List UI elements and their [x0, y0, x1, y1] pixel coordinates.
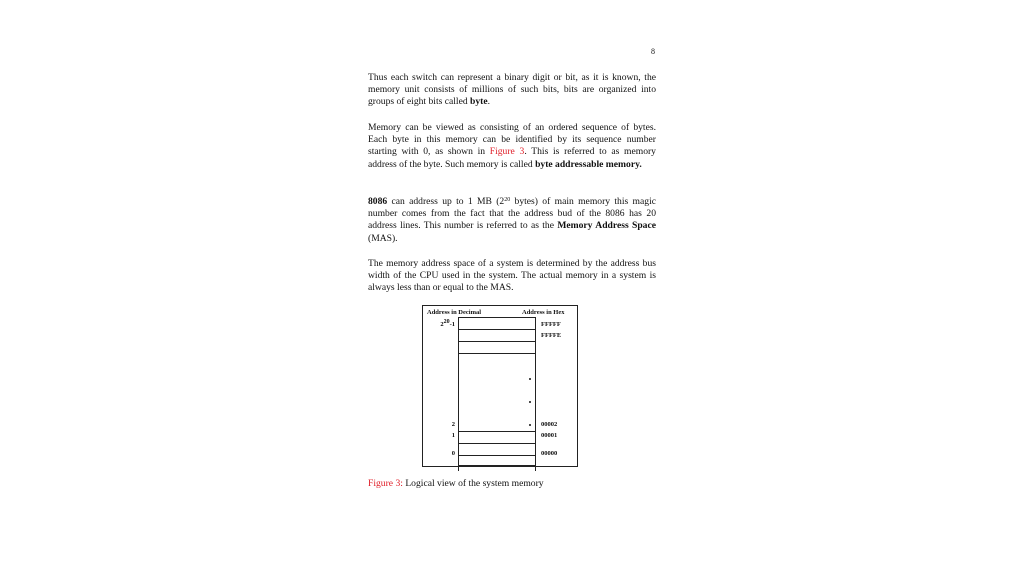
hex-address-second: FFFFE [541, 332, 562, 339]
decimal-address-top: $2^{20}-1$ [440, 319, 455, 328]
paragraph-text: (MAS). [368, 232, 398, 244]
ellipsis-dot [529, 378, 531, 380]
paragraph-text: . This is referred to as memory address of the byte. Such memory is called [368, 146, 656, 170]
paragraph-8086-mas [368, 196, 656, 245]
superscript: 20 [504, 197, 511, 203]
bold-term: byte [470, 96, 488, 108]
paragraph-text: can address up to 1 MB (2 [387, 196, 505, 207]
superscript: 20 [443, 319, 450, 325]
caption-label: Figure 3: [368, 478, 403, 489]
hex-address-header: Address in Hex [522, 309, 565, 316]
memory-cell-border [459, 455, 535, 456]
memory-figure [422, 305, 578, 467]
memory-cell-border [459, 317, 535, 318]
hex-address-1: 00001 [541, 432, 558, 439]
memory-cell-border [459, 353, 535, 354]
ellipsis-dot [529, 424, 531, 426]
decimal-address-0: 0 [451, 450, 455, 457]
memory-cell-border [459, 443, 535, 444]
bold-term: byte addressable memory. [535, 158, 642, 170]
figure-reference-link[interactable]: Figure 3 [489, 146, 525, 158]
paragraph-address-space: The memory address space of a system is determined by the address bus width of the CPU used in the system. The actual memory in a system is always less than or equal to the MAS. [368, 258, 656, 294]
hex-address-top: FFFFF [541, 321, 561, 328]
memory-cells-column [458, 317, 536, 471]
bold-term: 8086 [368, 196, 388, 207]
decimal-address-2: 2 [451, 421, 455, 428]
page-number: 8 [651, 47, 655, 56]
memory-cell-border [459, 431, 535, 432]
paragraph-text: Memory can be viewed as consisting of an ordered sequence of bytes. Each byte in this memory can be identified by its sequence number starting with 0, as shown in [368, 122, 656, 158]
paragraph-end: . [487, 96, 491, 108]
paragraph-text: Thus each switch can represent a binary digit or bit, as it is known, the memory unit consists of millions of such bits, bits are organized into groups of eight bits called [368, 72, 656, 108]
decimal-address-1: 1 [451, 432, 455, 439]
decimal-address-header: Address in Decimal [427, 309, 482, 316]
hex-address-2: 00002 [541, 421, 558, 428]
ellipsis-dot [529, 401, 531, 403]
paragraph-text: bytes) of main memory this magic number comes from the fact that the address bud of the 8086 has 20 address lines. This number is referred to as the [368, 196, 656, 232]
memory-cell-border [459, 465, 535, 466]
hex-address-0: 00000 [541, 450, 558, 457]
paragraph-byte-addressable [368, 122, 656, 171]
memory-cell-border [459, 341, 535, 342]
bold-term: Memory Address Space [557, 220, 656, 232]
paragraph-bits-bytes [368, 72, 656, 109]
memory-cell-border [459, 329, 535, 330]
figure-caption [368, 478, 544, 489]
caption-text: Logical view of the system memory [402, 478, 544, 489]
